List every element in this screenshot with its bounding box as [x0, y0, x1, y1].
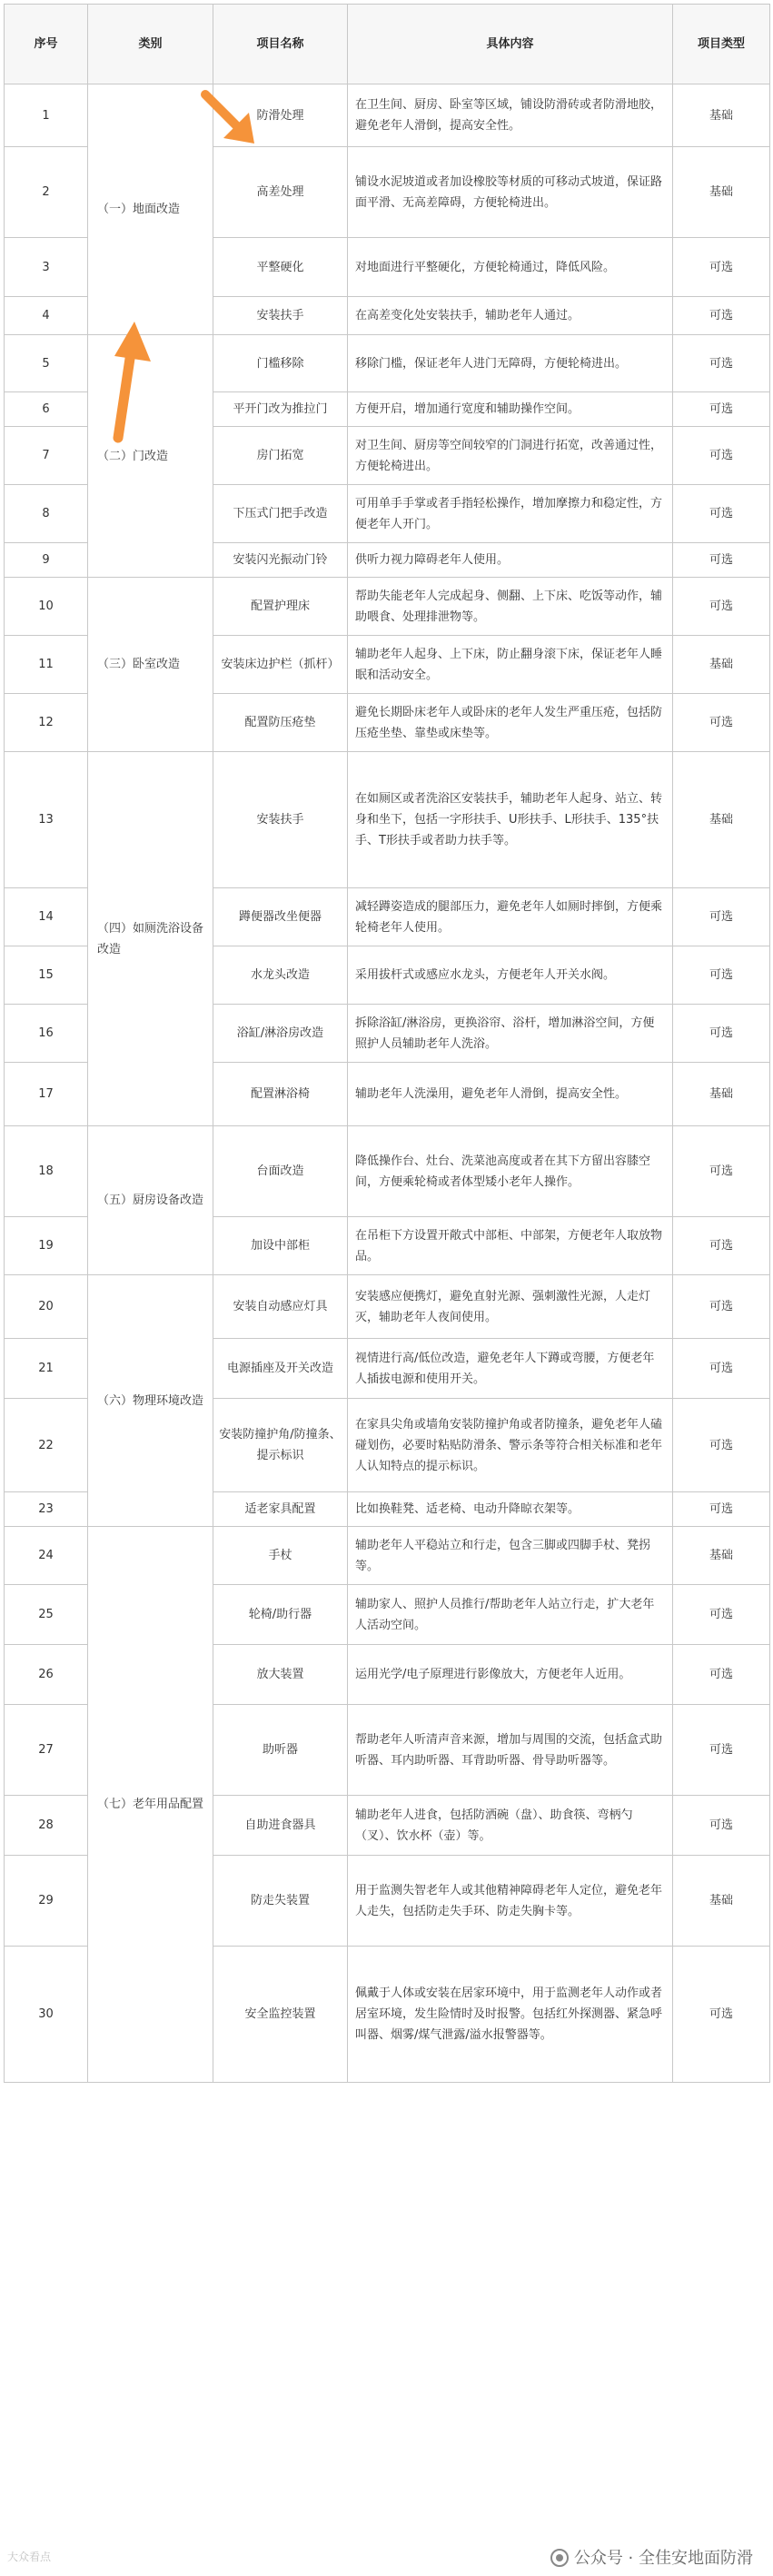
row-type: 可选: [673, 578, 770, 636]
row-desc: 可用单手手掌或者手指轻松操作，增加摩擦力和稳定性，方便老年人开门。: [348, 485, 673, 543]
renovation-table: [4, 4, 770, 2083]
row-type: 可选: [673, 543, 770, 578]
row-item: 轮椅/助行器: [213, 1585, 348, 1645]
category-cell: （四）如厕洗浴设备改造: [88, 752, 213, 1126]
row-desc: 辅助老年人洗澡用，避免老年人滑倒，提高安全性。: [348, 1063, 673, 1126]
row-item: 高差处理: [213, 147, 348, 238]
row-no: 3: [5, 238, 88, 297]
row-item: 配置防压疮垫: [213, 694, 348, 752]
row-item: 安装扶手: [213, 297, 348, 335]
footer-bar: [0, 2534, 773, 2576]
row-item: 安装床边护栏（抓杆）: [213, 636, 348, 694]
header-type: 项目类型: [673, 5, 770, 84]
row-type: 可选: [673, 392, 770, 427]
category-cell: （三）卧室改造: [88, 578, 213, 752]
row-no: 30: [5, 1947, 88, 2083]
row-item: 助听器: [213, 1705, 348, 1796]
row-no: 16: [5, 1005, 88, 1063]
row-desc: 在如厕区或者洗浴区安装扶手，辅助老年人起身、站立、转身和坐下，包括一字形扶手、U形扶手、L形扶手、135°扶手、T形扶手或者助力扶手等。: [348, 752, 673, 888]
row-desc: 辅助老年人平稳站立和行走，包含三脚或四脚手杖、凳拐等。: [348, 1527, 673, 1585]
row-type: 可选: [673, 1005, 770, 1063]
row-desc: 比如换鞋凳、适老椅、电动升降晾衣架等。: [348, 1492, 673, 1527]
category-cell: （五）厨房设备改造: [88, 1126, 213, 1275]
row-type: 基础: [673, 84, 770, 147]
row-type: 可选: [673, 1796, 770, 1856]
row-desc: 降低操作台、灶台、洗菜池高度或者在其下方留出容膝空间，方便乘轮椅或者体型矮小老年人操作。: [348, 1126, 673, 1217]
account-label[interactable]: [550, 2545, 753, 2569]
row-item: 配置淋浴椅: [213, 1063, 348, 1126]
row-no: 17: [5, 1063, 88, 1126]
row-item: 平整硬化: [213, 238, 348, 297]
row-item: 适老家具配置: [213, 1492, 348, 1527]
row-no: 11: [5, 636, 88, 694]
row-desc: 运用光学/电子原理进行影像放大，方便老年人近用。: [348, 1645, 673, 1705]
header-no: 序号: [5, 5, 88, 84]
row-desc: 供听力视力障碍老年人使用。: [348, 543, 673, 578]
row-type: 可选: [673, 1492, 770, 1527]
row-no: 26: [5, 1645, 88, 1705]
row-item: 防滑处理: [213, 84, 348, 147]
row-no: 12: [5, 694, 88, 752]
row-no: 13: [5, 752, 88, 888]
row-item: 配置护理床: [213, 578, 348, 636]
row-type: 可选: [673, 1399, 770, 1492]
row-type: 可选: [673, 297, 770, 335]
row-type: 可选: [673, 1585, 770, 1645]
row-type: 可选: [673, 238, 770, 297]
row-type: 可选: [673, 1705, 770, 1796]
category-cell: （七）老年用品配置: [88, 1527, 213, 2083]
row-item: 下压式门把手改造: [213, 485, 348, 543]
row-desc: 避免长期卧床老年人或卧床的老年人发生严重压疮，包括防压疮坐垫、靠垫或床垫等。: [348, 694, 673, 752]
row-desc: 拆除浴缸/淋浴房，更换浴帘、浴杆，增加淋浴空间，方便照护人员辅助老年人洗浴。: [348, 1005, 673, 1063]
arrow-up-icon: [98, 318, 153, 445]
header-desc: 具体内容: [348, 5, 673, 84]
row-no: 1: [5, 84, 88, 147]
row-item: 安装闪光振动门铃: [213, 543, 348, 578]
row-item: 自助进食器具: [213, 1796, 348, 1856]
arrow-down-right-icon: [198, 87, 262, 151]
row-type: 可选: [673, 1947, 770, 2083]
row-desc: 采用拔杆式或感应水龙头，方便老年人开关水阀。: [348, 946, 673, 1005]
row-no: 14: [5, 888, 88, 946]
row-no: 29: [5, 1856, 88, 1947]
row-type: 可选: [673, 946, 770, 1005]
row-no: 7: [5, 427, 88, 485]
row-item: 水龙头改造: [213, 946, 348, 1005]
row-no: 19: [5, 1217, 88, 1275]
row-item: 安装防撞护角/防撞条、提示标识: [213, 1399, 348, 1492]
row-desc: 辅助老年人起身、上下床，防止翻身滚下床，保证老年人睡眠和活动安全。: [348, 636, 673, 694]
row-item: 安全监控装置: [213, 1947, 348, 2083]
row-item: 门槛移除: [213, 335, 348, 392]
wechat-logo-icon: [550, 2549, 569, 2567]
row-type: 基础: [673, 1063, 770, 1126]
row-type: 可选: [673, 1645, 770, 1705]
row-type: 基础: [673, 1527, 770, 1585]
row-desc: 移除门槛，保证老年人进门无障碍，方便轮椅进出。: [348, 335, 673, 392]
row-desc: 减轻蹲姿造成的腿部压力，避免老年人如厕时摔倒，方便乘轮椅老年人使用。: [348, 888, 673, 946]
table-row: [5, 1126, 770, 1217]
row-desc: 帮助失能老年人完成起身、侧翻、上下床、吃饭等动作，辅助喂食、处理排泄物等。: [348, 578, 673, 636]
row-desc: 铺设水泥坡道或者加设橡胶等材质的可移动式坡道，保证路面平滑、无高差障碍，方便轮椅进出。: [348, 147, 673, 238]
table-container: [4, 4, 769, 2083]
table-row: [5, 84, 770, 147]
row-no: 23: [5, 1492, 88, 1527]
row-no: 6: [5, 392, 88, 427]
row-item: 浴缸/淋浴房改造: [213, 1005, 348, 1063]
row-no: 25: [5, 1585, 88, 1645]
header-category: 类别: [88, 5, 213, 84]
row-desc: 在卫生间、厨房、卧室等区域，铺设防滑砖或者防滑地胶，避免老年人滑倒，提高安全性。: [348, 84, 673, 147]
category-cell: （一）地面改造: [88, 84, 213, 335]
row-item: 手杖: [213, 1527, 348, 1585]
row-item: 防走失装置: [213, 1856, 348, 1947]
table-row: [5, 1527, 770, 1585]
category-cell: （六）物理环境改造: [88, 1275, 213, 1527]
row-desc: 安装感应便携灯，避免直射光源、强刺激性光源，人走灯灭，辅助老年人夜间使用。: [348, 1275, 673, 1339]
row-desc: 用于监测失智老年人或其他精神障碍老年人定位，避免老年人走失，包括防走失手环、防走失胸卡等。: [348, 1856, 673, 1947]
row-type: 基础: [673, 636, 770, 694]
row-desc: 帮助老年人听清声音来源，增加与周围的交流，包括盒式助听器、耳内助听器、耳背助听器、骨导助听器等。: [348, 1705, 673, 1796]
row-desc: 佩戴于人体或安装在居家环境中，用于监测老年人动作或者居室环境，发生险情时及时报警。包括红外探测器、紧急呼叫器、烟雾/煤气泄露/溢水报警器等。: [348, 1947, 673, 2083]
row-type: 可选: [673, 1217, 770, 1275]
row-no: 4: [5, 297, 88, 335]
row-item: 电源插座及开关改造: [213, 1339, 348, 1399]
row-type: 可选: [673, 694, 770, 752]
header-row: [5, 5, 770, 84]
category-cell: （二）门改造: [88, 335, 213, 578]
row-item: 平开门改为推拉门: [213, 392, 348, 427]
row-item: 放大装置: [213, 1645, 348, 1705]
row-no: 27: [5, 1705, 88, 1796]
row-type: 可选: [673, 1339, 770, 1399]
row-item: 安装自动感应灯具: [213, 1275, 348, 1339]
row-type: 可选: [673, 335, 770, 392]
row-desc: 辅助家人、照护人员推行/帮助老年人站立行走，扩大老年人活动空间。: [348, 1585, 673, 1645]
table-row: [5, 752, 770, 888]
row-no: 2: [5, 147, 88, 238]
row-item: 加设中部柜: [213, 1217, 348, 1275]
row-item: 房门拓宽: [213, 427, 348, 485]
row-desc: 在高差变化处安装扶手，辅助老年人通过。: [348, 297, 673, 335]
row-no: 21: [5, 1339, 88, 1399]
row-no: 15: [5, 946, 88, 1005]
row-no: 9: [5, 543, 88, 578]
header-item: 项目名称: [213, 5, 348, 84]
table-row: [5, 578, 770, 636]
row-type: 可选: [673, 485, 770, 543]
account-name: 公众号 · 全佳安地面防滑: [573, 2549, 753, 2568]
row-no: 24: [5, 1527, 88, 1585]
row-no: 8: [5, 485, 88, 543]
row-type: 可选: [673, 888, 770, 946]
row-no: 20: [5, 1275, 88, 1339]
row-no: 10: [5, 578, 88, 636]
table-row: [5, 1275, 770, 1339]
row-desc: 方便开启，增加通行宽度和辅助操作空间。: [348, 392, 673, 427]
row-type: 基础: [673, 147, 770, 238]
row-type: 基础: [673, 752, 770, 888]
row-no: 22: [5, 1399, 88, 1492]
row-type: 可选: [673, 427, 770, 485]
row-no: 28: [5, 1796, 88, 1856]
row-item: 台面改造: [213, 1126, 348, 1217]
row-type: 可选: [673, 1275, 770, 1339]
row-desc: 对卫生间、厨房等空间较窄的门洞进行拓宽，改善通过性，方便轮椅进出。: [348, 427, 673, 485]
row-desc: 视情进行高/低位改造，避免老年人下蹲或弯腰，方便老年人插拔电源和使用开关。: [348, 1339, 673, 1399]
row-item: 安装扶手: [213, 752, 348, 888]
row-no: 5: [5, 335, 88, 392]
row-desc: 对地面进行平整硬化，方便轮椅通过，降低风险。: [348, 238, 673, 297]
row-no: 18: [5, 1126, 88, 1217]
watermark: 大众看点: [7, 2551, 52, 2563]
row-desc: 辅助老年人进食，包括防洒碗（盘）、助食筷、弯柄勺（叉）、饮水杯（壶）等。: [348, 1796, 673, 1856]
row-item: 蹲便器改坐便器: [213, 888, 348, 946]
row-type: 基础: [673, 1856, 770, 1947]
row-desc: 在家具尖角或墙角安装防撞护角或者防撞条，避免老年人磕碰划伤，必要时粘贴防滑条、警示条等符合相关标准和老年人认知特点的提示标识。: [348, 1399, 673, 1492]
row-type: 可选: [673, 1126, 770, 1217]
row-desc: 在吊柜下方设置开敞式中部柜、中部架，方便老年人取放物品。: [348, 1217, 673, 1275]
